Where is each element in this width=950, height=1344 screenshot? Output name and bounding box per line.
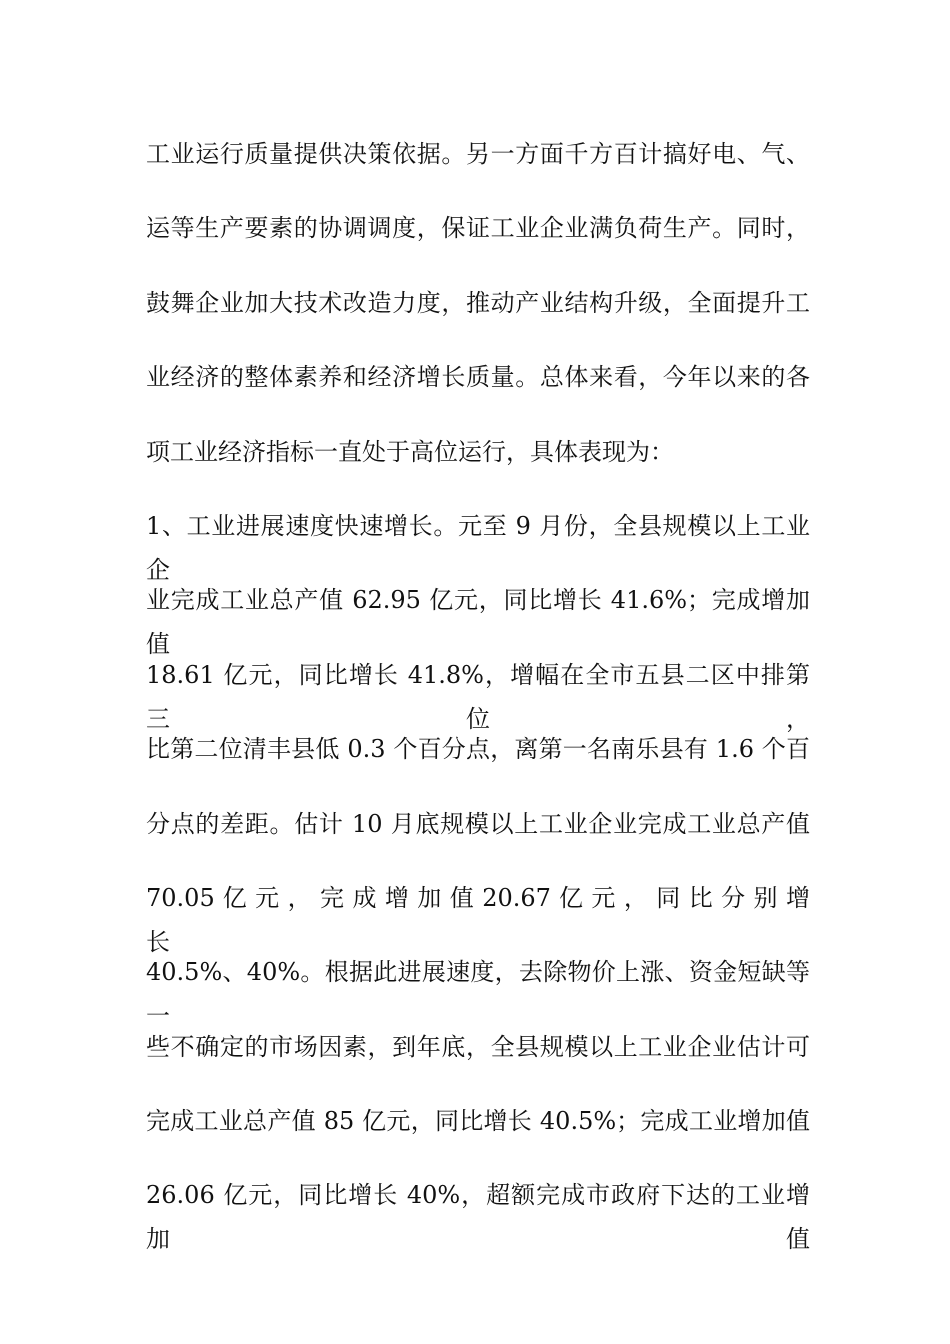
text-line: 鼓舞企业加大技术改造力度，推动产业结构升级，全面提升工 [146, 288, 810, 317]
text-line: 些不确定的市场因素，到年底，全县规模以上工业企业估计可 [146, 1032, 810, 1061]
text-line: 运等生产要素的协调调度，保证工业企业满负荷生产。同时， [146, 214, 810, 243]
text-line: 工业运行质量提供决策依据。另一方面千方百计搞好电、气、 [146, 140, 810, 168]
text-line: 项工业经济指标一直处于高位运行，具体表现为： [146, 437, 674, 466]
text-line: 18.61 亿元，同比增长 41.8%，增幅在全市五县二区中排第三位， [146, 660, 810, 733]
text-line: 40.5%、40%。根据此进展速度，去除物价上涨、资金短缺等一 [146, 958, 810, 1031]
text-line: 业完成工业总产值 62.95 亿元，同比增长 41.6%；完成增加值 [146, 586, 810, 659]
text-line: 分点的差距。估计 10 月底规模以上工业企业完成工业总产值 [146, 809, 810, 838]
text-line: 26.06 亿元，同比增长 40%，超额完成市政府下达的工业增加值 [146, 1181, 810, 1254]
text-line: 完成工业总产值 85 亿元，同比增长 40.5%；完成工业增加值 [146, 1107, 810, 1136]
text-line: 70.05 亿 元 ， 完 成 增 加 值 20.67 亿 元 ， 同 比 分 别 增 长 [146, 883, 810, 956]
body-text [146, 132, 810, 1254]
text-line: 业经济的整体素养和经济增长质量。总体来看，今年以来的各 [146, 363, 810, 392]
text-line: 比第二位清丰县低 0.3 个百分点，离第一名南乐县有 1.6 个百 [146, 735, 810, 764]
text-line: 1、工业进展速度快速增长。元至 9 月份，全县规模以上工业企 [146, 511, 810, 584]
